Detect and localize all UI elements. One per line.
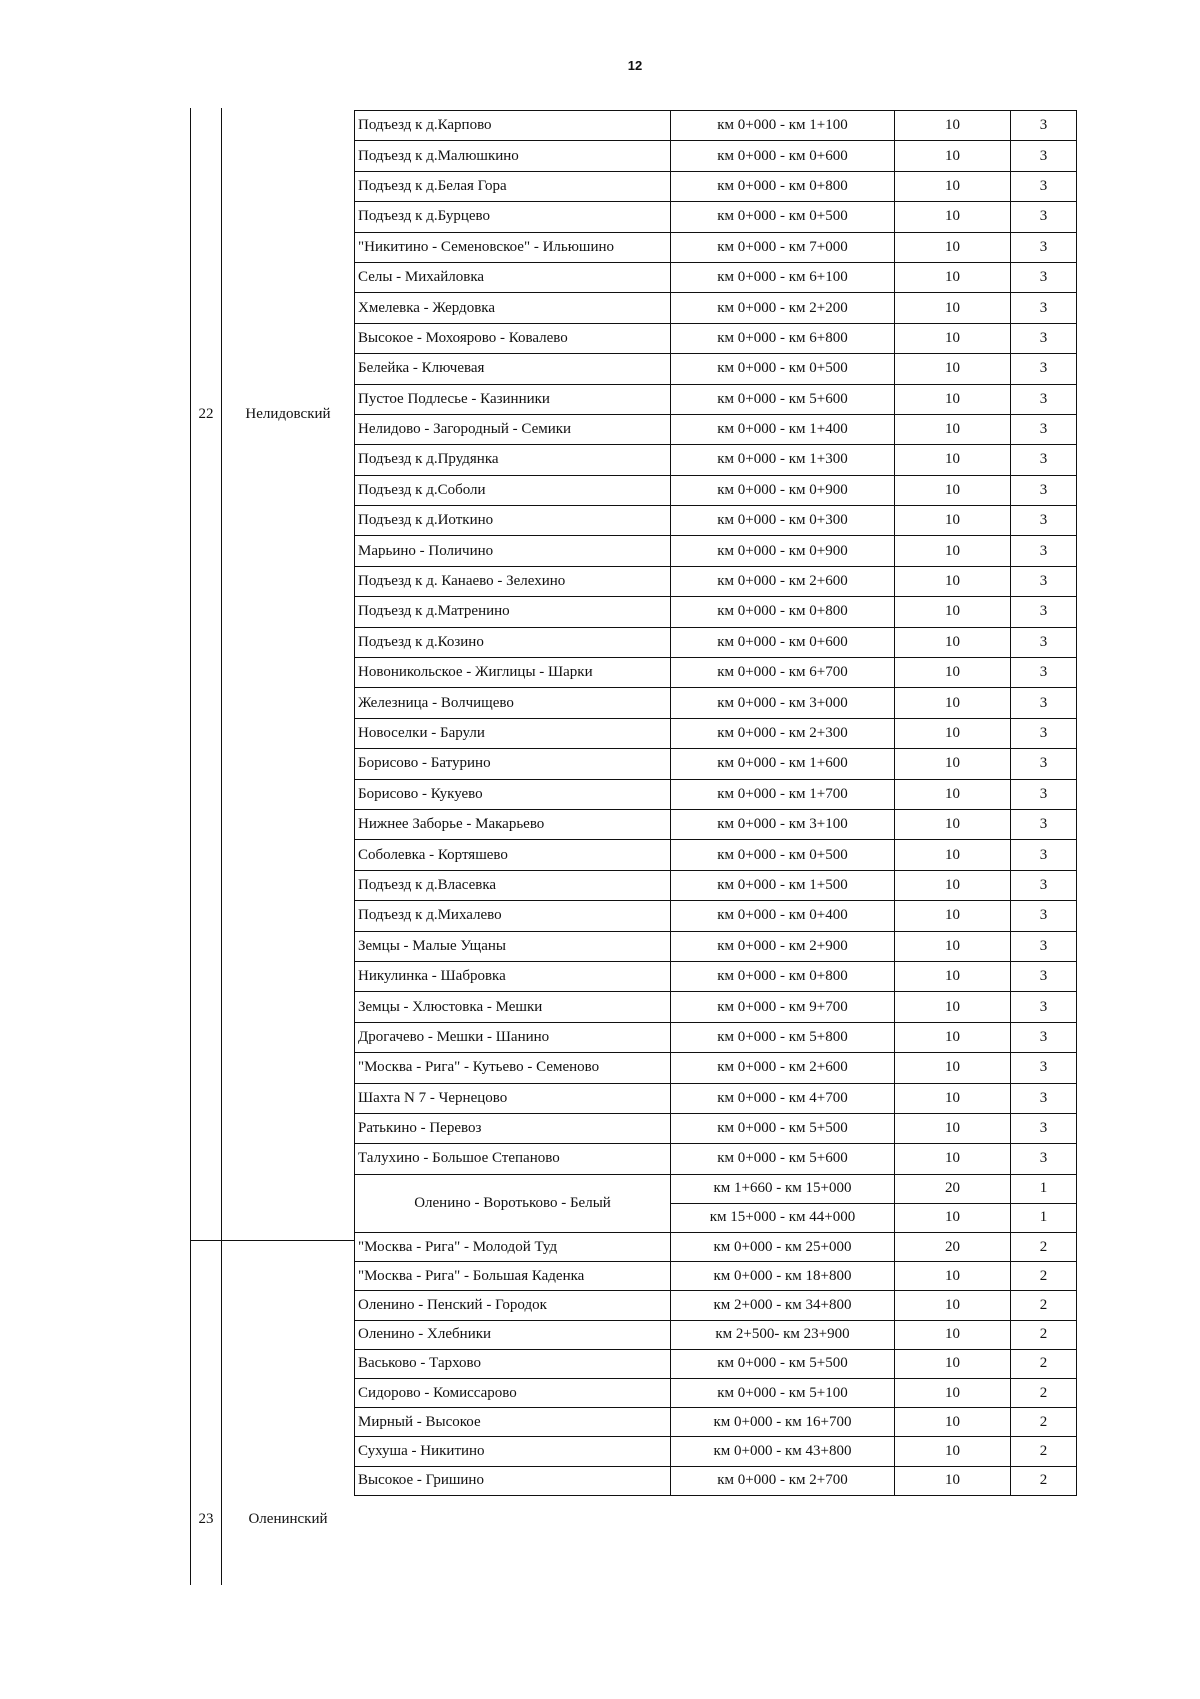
km-range-cell: км 0+000 - км 1+600 <box>671 749 895 779</box>
table-row <box>355 1378 1077 1407</box>
category-cell: 3 <box>1011 384 1077 414</box>
road-name-cell: Селы - Михайловка <box>355 262 671 292</box>
km-range-cell: км 0+000 - км 6+100 <box>671 262 895 292</box>
category-cell: 3 <box>1011 597 1077 627</box>
category-cell: 3 <box>1011 749 1077 779</box>
table-row <box>355 1053 1077 1083</box>
table-row <box>355 779 1077 809</box>
road-name-cell: Мирный - Высокое <box>355 1408 671 1437</box>
km-range-cell: км 0+000 - км 5+600 <box>671 384 895 414</box>
category-cell: 2 <box>1011 1408 1077 1437</box>
width-cell: 10 <box>895 870 1011 900</box>
table-row <box>355 992 1077 1022</box>
table-row <box>355 354 1077 384</box>
km-range-cell: км 0+000 - км 9+700 <box>671 992 895 1022</box>
table-row <box>355 414 1077 444</box>
km-range-cell: км 0+000 - км 5+600 <box>671 1144 895 1174</box>
table-row <box>355 1262 1077 1291</box>
km-range-cell: км 0+000 - км 18+800 <box>671 1262 895 1291</box>
table-row <box>355 901 1077 931</box>
width-cell: 10 <box>895 566 1011 596</box>
km-range-cell: км 0+000 - км 0+800 <box>671 171 895 201</box>
km-range-cell: км 0+000 - км 7+000 <box>671 232 895 262</box>
category-cell: 2 <box>1011 1349 1077 1378</box>
road-name-cell: Марьино - Поличино <box>355 536 671 566</box>
km-range-cell: км 0+000 - км 1+100 <box>671 111 895 141</box>
km-range-cell: км 0+000 - км 25+000 <box>671 1233 895 1262</box>
category-cell: 2 <box>1011 1291 1077 1320</box>
width-cell: 10 <box>895 779 1011 809</box>
km-range-cell: км 0+000 - км 1+400 <box>671 414 895 444</box>
category-cell: 3 <box>1011 262 1077 292</box>
category-cell: 3 <box>1011 171 1077 201</box>
km-range-cell: км 0+000 - км 2+300 <box>671 718 895 748</box>
district-number: 22 <box>198 406 214 422</box>
table-row <box>355 1144 1077 1174</box>
district-block-23 <box>190 1240 355 1585</box>
category-cell: 3 <box>1011 141 1077 171</box>
km-range-cell: км 0+000 - км 2+600 <box>671 566 895 596</box>
width-cell: 20 <box>895 1174 1011 1203</box>
table-row <box>355 1466 1077 1495</box>
category-cell: 3 <box>1011 445 1077 475</box>
width-cell: 10 <box>895 475 1011 505</box>
category-cell: 2 <box>1011 1437 1077 1466</box>
table-row <box>355 445 1077 475</box>
width-cell: 10 <box>895 1053 1011 1083</box>
district-name: Оленинский <box>248 1511 328 1527</box>
table-row <box>355 1113 1077 1143</box>
km-range-cell: км 0+000 - км 5+500 <box>671 1113 895 1143</box>
road-name-cell: Подъезд к д.Михалево <box>355 901 671 931</box>
km-range-cell: км 0+000 - км 5+800 <box>671 1022 895 1052</box>
table-row <box>355 262 1077 292</box>
table-row <box>355 475 1077 505</box>
road-name-cell: Борисово - Батурино <box>355 749 671 779</box>
road-name-cell: Подъезд к д.Белая Гора <box>355 171 671 201</box>
width-cell: 10 <box>895 202 1011 232</box>
width-cell: 10 <box>895 111 1011 141</box>
width-cell: 10 <box>895 141 1011 171</box>
table-row <box>355 658 1077 688</box>
table-row <box>355 1022 1077 1052</box>
width-cell: 10 <box>895 1113 1011 1143</box>
category-cell: 3 <box>1011 1022 1077 1052</box>
width-cell: 10 <box>895 597 1011 627</box>
width-cell: 10 <box>895 414 1011 444</box>
km-range-cell: км 0+000 - км 0+500 <box>671 354 895 384</box>
category-cell: 2 <box>1011 1466 1077 1495</box>
width-cell: 10 <box>895 232 1011 262</box>
km-range-cell: км 0+000 - км 0+900 <box>671 475 895 505</box>
table-row <box>355 749 1077 779</box>
table-row <box>355 870 1077 900</box>
category-cell: 3 <box>1011 566 1077 596</box>
width-cell: 10 <box>895 323 1011 353</box>
road-name-cell: "Никитино - Семеновское" - Ильюшино <box>355 232 671 262</box>
road-name-cell: Ратькино - Перевоз <box>355 1113 671 1143</box>
category-cell: 2 <box>1011 1262 1077 1291</box>
width-cell: 10 <box>895 293 1011 323</box>
road-name-cell: Нижнее Заборье - Макарьево <box>355 809 671 839</box>
width-cell: 10 <box>895 1349 1011 1378</box>
width-cell: 10 <box>895 262 1011 292</box>
category-cell: 3 <box>1011 840 1077 870</box>
category-cell: 3 <box>1011 992 1077 1022</box>
district-22-roads <box>355 111 1077 1175</box>
width-cell: 10 <box>895 1262 1011 1291</box>
category-cell: 3 <box>1011 779 1077 809</box>
category-cell: 3 <box>1011 111 1077 141</box>
road-name-cell: "Москва - Рига" - Кутьево - Семеново <box>355 1053 671 1083</box>
km-range-cell: км 0+000 - км 3+000 <box>671 688 895 718</box>
road-name-cell: Шахта N 7 - Чернецово <box>355 1083 671 1113</box>
page-number: 12 <box>627 58 643 73</box>
table-row <box>355 961 1077 991</box>
district-23-roads <box>355 1174 1077 1495</box>
road-name-cell: Дрогачево - Мешки - Шанино <box>355 1022 671 1052</box>
km-range-cell: км 0+000 - км 0+500 <box>671 202 895 232</box>
category-cell: 3 <box>1011 627 1077 657</box>
road-name-cell: Подъезд к д.Иоткино <box>355 506 671 536</box>
road-name-cell: Оленино - Хлебники <box>355 1320 671 1349</box>
road-name-cell: Подъезд к д.Власевка <box>355 870 671 900</box>
district-block-22 <box>190 108 355 1240</box>
table-row <box>355 1083 1077 1113</box>
km-range-cell: км 0+000 - км 1+700 <box>671 779 895 809</box>
km-range-cell: км 2+000 - км 34+800 <box>671 1291 895 1320</box>
category-cell: 3 <box>1011 901 1077 931</box>
km-range-cell: км 0+000 - км 6+700 <box>671 658 895 688</box>
category-cell: 3 <box>1011 354 1077 384</box>
road-name-cell: "Москва - Рига" - Молодой Туд <box>355 1233 671 1262</box>
category-cell: 3 <box>1011 961 1077 991</box>
road-name-cell: Пустое Подлесье - Казинники <box>355 384 671 414</box>
category-cell: 3 <box>1011 202 1077 232</box>
km-range-cell: км 0+000 - км 0+500 <box>671 840 895 870</box>
table-row <box>355 293 1077 323</box>
table-row <box>355 688 1077 718</box>
width-cell: 10 <box>895 992 1011 1022</box>
km-range-cell: км 0+000 - км 0+400 <box>671 901 895 931</box>
km-range-cell: км 0+000 - км 2+600 <box>671 1053 895 1083</box>
km-range-cell: км 0+000 - км 1+500 <box>671 870 895 900</box>
road-name-cell: Подъезд к д.Прудянка <box>355 445 671 475</box>
table-row <box>355 1174 1077 1203</box>
table-row <box>355 931 1077 961</box>
table-row <box>355 1408 1077 1437</box>
road-name-cell: Земцы - Хлюстовка - Мешки <box>355 992 671 1022</box>
km-range-cell: км 0+000 - км 5+500 <box>671 1349 895 1378</box>
width-cell: 10 <box>895 749 1011 779</box>
category-cell: 3 <box>1011 506 1077 536</box>
road-name-cell: Сидорово - Комиссарово <box>355 1378 671 1407</box>
road-name-cell: Нелидово - Загородный - Семики <box>355 414 671 444</box>
table-row <box>355 597 1077 627</box>
table-row <box>355 506 1077 536</box>
width-cell: 10 <box>895 384 1011 414</box>
road-name-cell: Борисово - Кукуево <box>355 779 671 809</box>
road-name-cell: Подъезд к д.Соболи <box>355 475 671 505</box>
road-name-cell: Подъезд к д.Малюшкино <box>355 141 671 171</box>
road-name-cell: Подъезд к д.Козино <box>355 627 671 657</box>
category-cell: 3 <box>1011 536 1077 566</box>
width-cell: 20 <box>895 1233 1011 1262</box>
table-row <box>355 111 1077 141</box>
km-range-cell: км 0+000 - км 0+900 <box>671 536 895 566</box>
width-cell: 10 <box>895 445 1011 475</box>
road-name-cell: Новоселки - Барули <box>355 718 671 748</box>
road-name-cell: Подъезд к д. Канаево - Зелехино <box>355 566 671 596</box>
width-cell: 10 <box>895 1378 1011 1407</box>
width-cell: 10 <box>895 718 1011 748</box>
table-row <box>355 840 1077 870</box>
table-row <box>355 1291 1077 1320</box>
category-cell: 3 <box>1011 688 1077 718</box>
km-range-cell: км 0+000 - км 0+800 <box>671 961 895 991</box>
km-range-cell: км 0+000 - км 0+800 <box>671 597 895 627</box>
km-range-cell: км 0+000 - км 6+800 <box>671 323 895 353</box>
road-name-cell: Оленино - Пенский - Городок <box>355 1291 671 1320</box>
km-range-cell: км 0+000 - км 2+200 <box>671 293 895 323</box>
road-name-cell: Подъезд к д.Матренино <box>355 597 671 627</box>
road-name-cell: Талухино - Большое Степаново <box>355 1144 671 1174</box>
width-cell: 10 <box>895 1408 1011 1437</box>
category-cell: 2 <box>1011 1320 1077 1349</box>
width-cell: 10 <box>895 1083 1011 1113</box>
category-cell: 3 <box>1011 323 1077 353</box>
table-row <box>355 202 1077 232</box>
width-cell: 10 <box>895 1022 1011 1052</box>
category-cell: 3 <box>1011 232 1077 262</box>
km-range-cell: км 2+500- км 23+900 <box>671 1320 895 1349</box>
table-row <box>355 1233 1077 1262</box>
category-cell: 3 <box>1011 414 1077 444</box>
width-cell: 10 <box>895 809 1011 839</box>
width-cell: 10 <box>895 688 1011 718</box>
category-cell: 3 <box>1011 1113 1077 1143</box>
width-cell: 10 <box>895 354 1011 384</box>
table-row <box>355 627 1077 657</box>
table-row <box>355 566 1077 596</box>
category-cell: 1 <box>1011 1203 1077 1232</box>
width-cell: 10 <box>895 1144 1011 1174</box>
road-name-cell: Оленино - Воротьково - Белый <box>355 1174 671 1232</box>
category-cell: 3 <box>1011 931 1077 961</box>
road-name-cell: Никулинка - Шабровка <box>355 961 671 991</box>
road-name-cell: Земцы - Малые Ущаны <box>355 931 671 961</box>
road-name-cell: Васьково - Тархово <box>355 1349 671 1378</box>
table-row <box>355 323 1077 353</box>
km-range-cell: км 0+000 - км 2+700 <box>671 1466 895 1495</box>
category-cell: 3 <box>1011 475 1077 505</box>
width-cell: 10 <box>895 840 1011 870</box>
table-row <box>355 171 1077 201</box>
width-cell: 10 <box>895 901 1011 931</box>
category-cell: 3 <box>1011 293 1077 323</box>
category-cell: 3 <box>1011 658 1077 688</box>
table-row <box>355 1320 1077 1349</box>
road-name-cell: Железница - Волчищево <box>355 688 671 718</box>
district-number: 23 <box>198 1511 214 1527</box>
width-cell: 10 <box>895 536 1011 566</box>
width-cell: 10 <box>895 506 1011 536</box>
table-row <box>355 1349 1077 1378</box>
km-range-cell: км 0+000 - км 5+100 <box>671 1378 895 1407</box>
table-row <box>355 536 1077 566</box>
width-cell: 10 <box>895 1203 1011 1232</box>
category-cell: 3 <box>1011 1053 1077 1083</box>
road-name-cell: Высокое - Гришино <box>355 1466 671 1495</box>
category-cell: 2 <box>1011 1378 1077 1407</box>
km-range-cell: км 0+000 - км 3+100 <box>671 809 895 839</box>
table-row <box>355 718 1077 748</box>
km-range-cell: км 0+000 - км 1+300 <box>671 445 895 475</box>
km-range-cell: км 0+000 - км 43+800 <box>671 1437 895 1466</box>
category-cell: 3 <box>1011 870 1077 900</box>
road-name-cell: "Москва - Рига" - Большая Каденка <box>355 1262 671 1291</box>
km-range-cell: км 0+000 - км 2+900 <box>671 931 895 961</box>
category-cell: 3 <box>1011 1083 1077 1113</box>
km-range-cell: км 0+000 - км 0+300 <box>671 506 895 536</box>
width-cell: 10 <box>895 627 1011 657</box>
width-cell: 10 <box>895 1291 1011 1320</box>
km-range-cell: км 15+000 - км 44+000 <box>671 1203 895 1232</box>
km-range-cell: км 0+000 - км 4+700 <box>671 1083 895 1113</box>
category-cell: 3 <box>1011 1144 1077 1174</box>
km-range-cell: км 1+660 - км 15+000 <box>671 1174 895 1203</box>
width-cell: 10 <box>895 1466 1011 1495</box>
width-cell: 10 <box>895 961 1011 991</box>
width-cell: 10 <box>895 171 1011 201</box>
road-name-cell: Новоникольское - Жиглицы - Шарки <box>355 658 671 688</box>
width-cell: 10 <box>895 1320 1011 1349</box>
table-row <box>355 232 1077 262</box>
category-cell: 2 <box>1011 1233 1077 1262</box>
width-cell: 10 <box>895 1437 1011 1466</box>
roads-table <box>354 110 1077 1496</box>
table-row <box>355 384 1077 414</box>
km-range-cell: км 0+000 - км 0+600 <box>671 627 895 657</box>
road-name-cell: Хмелевка - Жердовка <box>355 293 671 323</box>
road-name-cell: Соболевка - Кортяшево <box>355 840 671 870</box>
category-cell: 3 <box>1011 718 1077 748</box>
road-name-cell: Сухуша - Никитино <box>355 1437 671 1466</box>
road-name-cell: Подъезд к д.Бурцево <box>355 202 671 232</box>
category-cell: 1 <box>1011 1174 1077 1203</box>
width-cell: 10 <box>895 931 1011 961</box>
road-name-cell: Высокое - Мохоярово - Ковалево <box>355 323 671 353</box>
category-cell: 3 <box>1011 809 1077 839</box>
width-cell: 10 <box>895 658 1011 688</box>
road-name-cell: Подъезд к д.Карпово <box>355 111 671 141</box>
district-name: Нелидовский <box>245 406 331 422</box>
table-row <box>355 809 1077 839</box>
table-row <box>355 1437 1077 1466</box>
road-name-cell: Белейка - Ключевая <box>355 354 671 384</box>
km-range-cell: км 0+000 - км 16+700 <box>671 1408 895 1437</box>
table-row <box>355 141 1077 171</box>
km-range-cell: км 0+000 - км 0+600 <box>671 141 895 171</box>
